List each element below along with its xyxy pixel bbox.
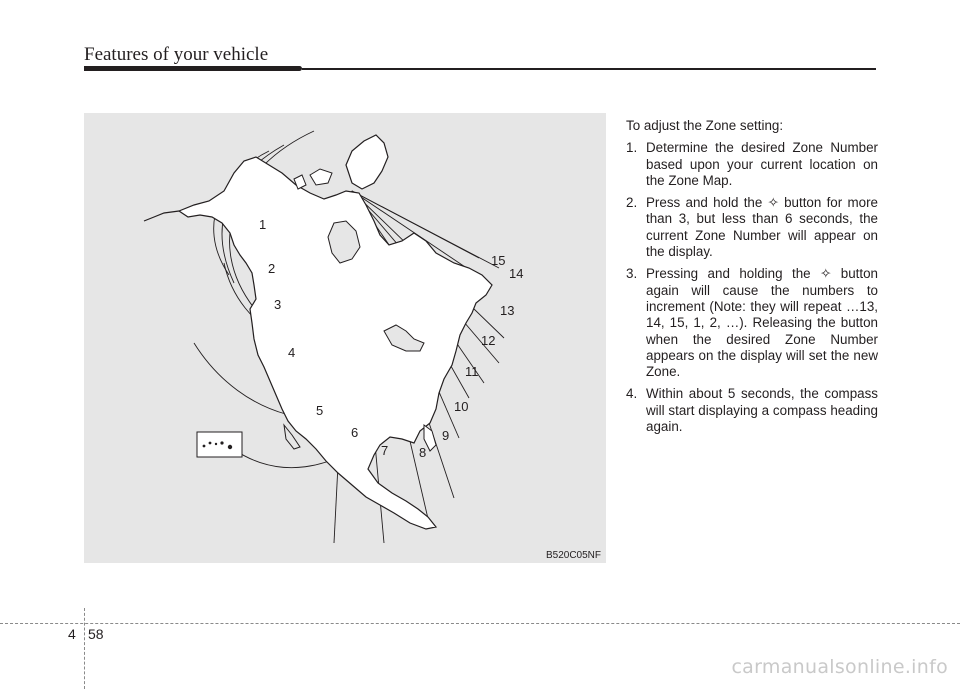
footer-divider <box>0 623 960 624</box>
zone-label: 2 <box>268 261 276 276</box>
zone-label: 15 <box>491 253 506 268</box>
section-number: 4 <box>68 626 76 642</box>
watermark: carmanualsonline.info <box>731 656 948 678</box>
figure-code: B520C05NF <box>545 550 601 561</box>
header-title: Features of your vehicle <box>84 44 269 65</box>
footer-divider-vertical <box>84 608 85 689</box>
zone-label: 1 <box>259 217 267 232</box>
hawaii-inset <box>197 432 242 457</box>
step-number: 3. <box>626 266 638 282</box>
greenland-outline <box>346 135 388 189</box>
step-text: Press and hold the ✧ button for more than 3, but less than 6 seconds, the current Zone Number will appear on the display. <box>646 195 878 260</box>
zone-label: 4 <box>288 345 296 360</box>
step-number: 2. <box>626 195 638 211</box>
zone-label: 14 <box>509 266 524 281</box>
zone-label: 11 <box>465 364 479 379</box>
zone-label: 7 <box>381 443 389 458</box>
step-text: Pressing and holding the ✧ button again will cause the numbers to increment (Note: they will repeat …13, 14, 15, 1, 2, …). Releasing the button when the desired Zone Number appears on the display will set the new Zone. <box>646 266 878 380</box>
step-item <box>626 140 878 189</box>
step-number: 1. <box>626 140 638 156</box>
instructions-intro: To adjust the Zone setting: <box>626 118 784 133</box>
steps-list <box>626 140 878 435</box>
zone-map-figure <box>84 113 606 563</box>
instructions <box>626 118 878 441</box>
zone-label: 6 <box>351 425 359 440</box>
step-item <box>626 195 878 260</box>
step-text: Determine the desired Zone Number based upon your current location on the Zone Map. <box>646 140 878 188</box>
step-item <box>626 266 878 380</box>
step-number: 4. <box>626 386 638 402</box>
header-rule <box>84 66 876 71</box>
zone-label: 5 <box>316 403 324 418</box>
zone-label: 8 <box>419 445 427 460</box>
zone-map <box>84 113 606 563</box>
zone-label: 13 <box>500 303 515 318</box>
zone-label: 12 <box>481 333 496 348</box>
north-america-outline <box>179 157 492 529</box>
zone-label: 9 <box>442 428 450 443</box>
zone-label: 10 <box>454 399 469 414</box>
step-text: Within about 5 seconds, the compass will start displaying a compass heading again. <box>646 386 878 435</box>
step-item <box>626 386 878 435</box>
page-number: 58 <box>88 626 104 642</box>
zone-label: 3 <box>274 297 282 312</box>
